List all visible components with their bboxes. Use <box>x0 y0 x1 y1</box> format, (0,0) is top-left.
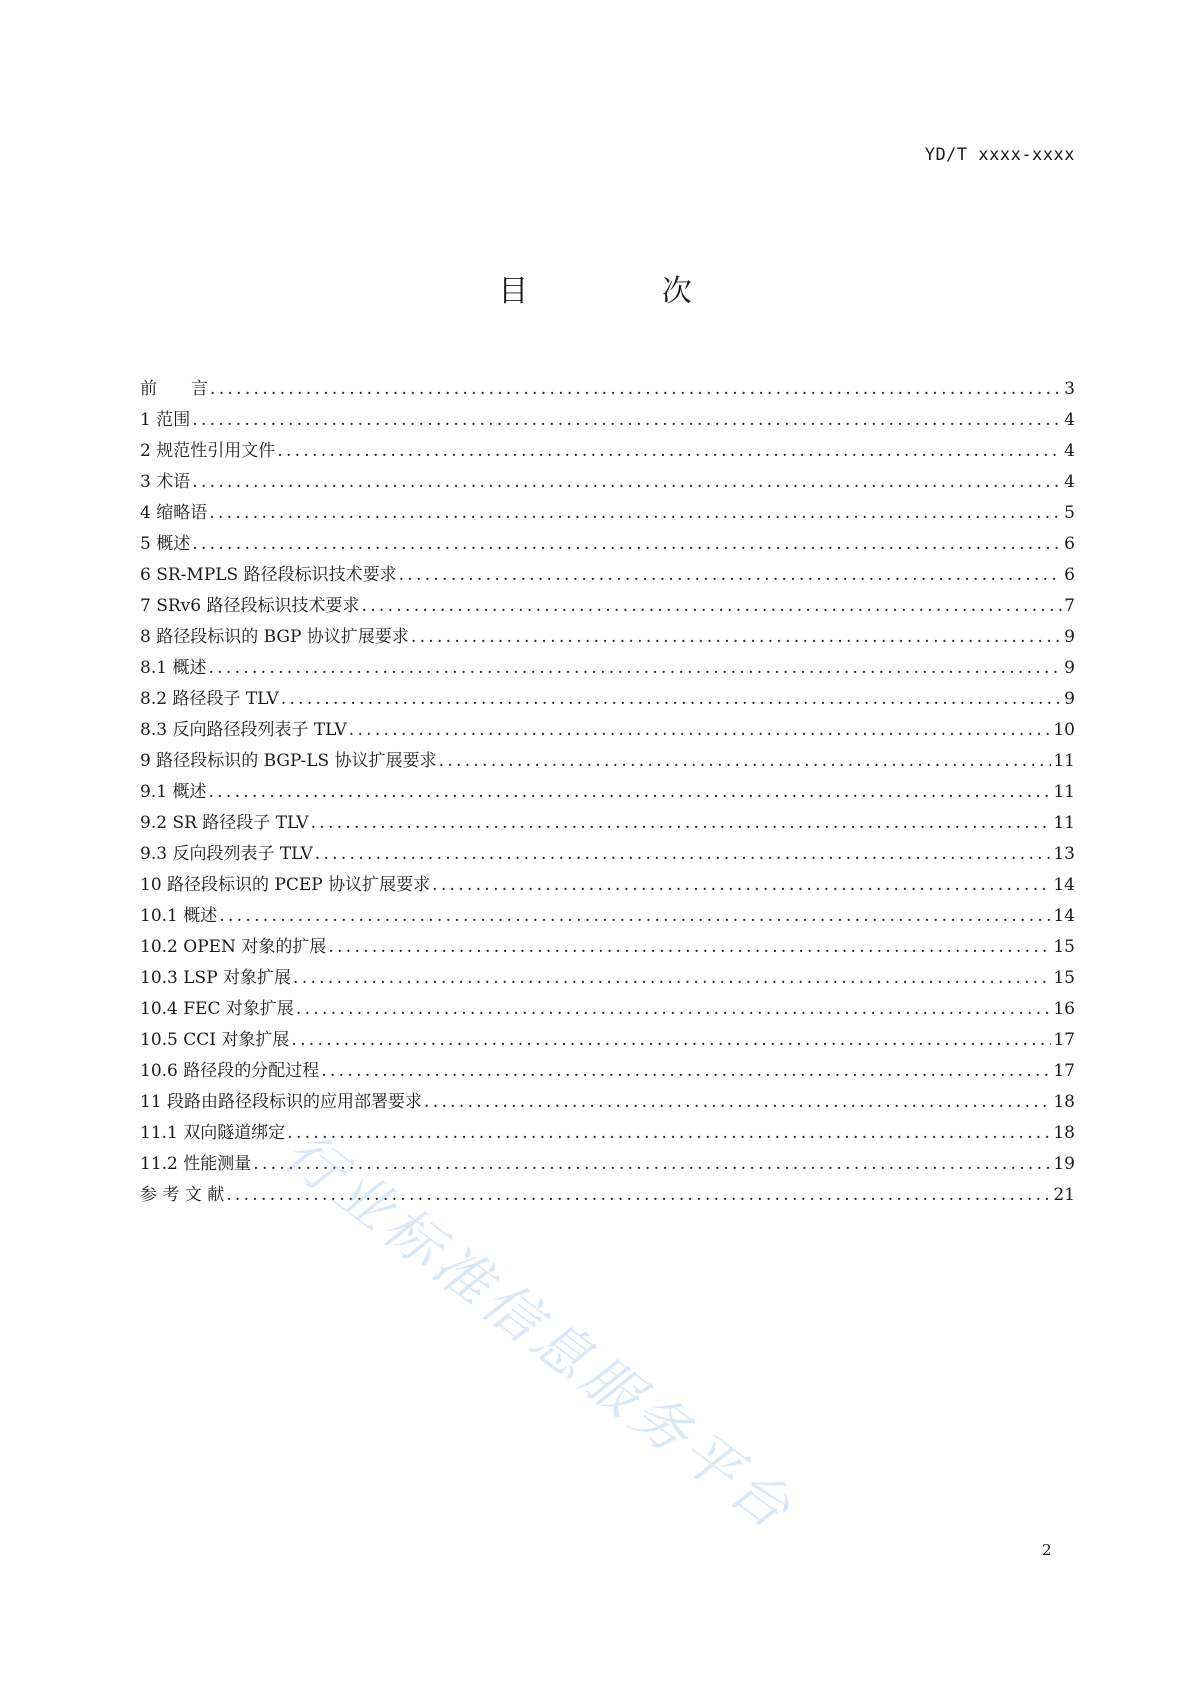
toc-entry-label: 8 路径段标识的 BGP 协议扩展要求 <box>140 627 409 647</box>
toc-entry-page: 4 <box>1064 441 1075 461</box>
toc-entry[interactable] <box>140 1118 1075 1149</box>
toc-entry-page: 17 <box>1053 1030 1075 1050</box>
toc-entry-label: 4 缩略语 <box>140 503 208 523</box>
toc-entry[interactable] <box>140 1056 1075 1087</box>
toc-entry-page: 9 <box>1064 627 1075 647</box>
dot-leader <box>411 627 1062 647</box>
dot-leader <box>192 410 1062 430</box>
dot-leader <box>209 503 1062 523</box>
page-number: 2 <box>1042 1541 1052 1559</box>
toc-entry[interactable] <box>140 405 1075 436</box>
dot-leader <box>291 1030 1051 1050</box>
toc-entry-label: 10.3 LSP 对象扩展 <box>140 968 292 988</box>
toc-entry-page: 6 <box>1064 534 1075 554</box>
toc-entry[interactable] <box>140 870 1075 901</box>
toc-entry[interactable] <box>140 963 1075 994</box>
dot-leader <box>277 441 1062 461</box>
toc-entry-label: 10.6 路径段的分配过程 <box>140 1061 320 1081</box>
standard-code: YD/T xxxx-xxxx <box>924 145 1075 165</box>
dot-leader <box>311 813 1052 833</box>
toc-entry[interactable] <box>140 622 1075 653</box>
toc-entry-page: 7 <box>1064 596 1075 616</box>
toc-entry-label: 7 SRv6 路径段标识技术要求 <box>140 596 360 616</box>
toc-entry-label: 10.5 CCI 对象扩展 <box>140 1030 290 1050</box>
toc-entry-page: 17 <box>1053 1061 1075 1081</box>
toc-entry-label: 前 言 <box>140 379 208 399</box>
toc-entry[interactable] <box>140 715 1075 746</box>
toc-entry[interactable] <box>140 560 1075 591</box>
dot-leader <box>296 999 1051 1019</box>
toc-entry-label: 3 术语 <box>140 472 191 492</box>
toc-entry-page: 18 <box>1053 1123 1075 1143</box>
toc-entry-label: 10 路径段标识的 PCEP 协议扩展要求 <box>140 875 431 895</box>
toc-entry-label: 参 考 文 献 <box>140 1185 225 1205</box>
dot-leader <box>281 689 1062 709</box>
toc-entry-label: 8.2 路径段子 TLV <box>140 689 279 709</box>
toc-entry-page: 15 <box>1053 937 1075 957</box>
toc-entry-label: 8.1 概述 <box>140 658 207 678</box>
toc-entry-label: 5 概述 <box>140 534 191 554</box>
toc-entry-page: 21 <box>1053 1185 1075 1205</box>
toc-entry-label: 10.4 FEC 对象扩展 <box>140 999 294 1019</box>
toc-entry[interactable] <box>140 1087 1075 1118</box>
dot-leader <box>287 1123 1051 1143</box>
toc-entry[interactable] <box>140 932 1075 963</box>
toc-entry-page: 9 <box>1064 689 1075 709</box>
toc-entry[interactable] <box>140 591 1075 622</box>
toc-entry[interactable] <box>140 777 1075 808</box>
toc-entry-page: 3 <box>1064 379 1075 399</box>
toc-entry-label: 10.2 OPEN 对象的扩展 <box>140 937 327 957</box>
toc-entry[interactable] <box>140 994 1075 1025</box>
dot-leader <box>349 720 1052 740</box>
toc-entry[interactable] <box>140 808 1075 839</box>
toc-entry-label: 10.1 概述 <box>140 906 218 926</box>
toc-entry[interactable] <box>140 374 1075 405</box>
toc-entry-page: 19 <box>1053 1154 1075 1174</box>
toc-entry-page: 15 <box>1053 968 1075 988</box>
toc-entry[interactable] <box>140 1149 1075 1180</box>
toc-entry-page: 5 <box>1064 503 1075 523</box>
toc-entry[interactable] <box>140 529 1075 560</box>
toc-entry[interactable] <box>140 436 1075 467</box>
dot-leader <box>432 875 1051 895</box>
dot-leader <box>226 1185 1051 1205</box>
toc-entry-page: 11 <box>1053 751 1075 771</box>
toc-entry-page: 11 <box>1053 782 1075 802</box>
dot-leader <box>439 751 1052 771</box>
toc-entry-label: 9.1 概述 <box>140 782 207 802</box>
toc-entry-page: 6 <box>1064 565 1075 585</box>
dot-leader <box>208 658 1062 678</box>
toc-entry-label: 11.2 性能测量 <box>140 1154 252 1174</box>
dot-leader <box>399 565 1063 585</box>
page-title: 目 次 <box>498 274 754 309</box>
toc-entry-page: 16 <box>1053 999 1075 1019</box>
dot-leader <box>192 534 1062 554</box>
toc-entry[interactable] <box>140 1025 1075 1056</box>
dot-leader <box>253 1154 1051 1174</box>
dot-leader <box>362 596 1063 616</box>
dot-leader <box>293 968 1051 988</box>
toc-entry-label: 2 规范性引用文件 <box>140 441 276 461</box>
toc-entry-label: 9.2 SR 路径段子 TLV <box>140 813 309 833</box>
dot-leader <box>208 782 1051 802</box>
toc-entry-page: 4 <box>1064 472 1075 492</box>
toc-entry-page: 18 <box>1053 1092 1075 1112</box>
toc-entry-page: 10 <box>1053 720 1075 740</box>
watermark: 行业标准信息服务平台 <box>271 1119 806 1545</box>
dot-leader <box>315 844 1052 864</box>
toc-entry-label: 1 范围 <box>140 410 191 430</box>
toc-entry[interactable] <box>140 653 1075 684</box>
toc-entry-page: 14 <box>1053 875 1075 895</box>
toc-entry[interactable] <box>140 746 1075 777</box>
toc-entry-page: 4 <box>1064 410 1075 430</box>
toc-entry[interactable] <box>140 498 1075 529</box>
toc-entry-page: 14 <box>1053 906 1075 926</box>
dot-leader <box>424 1092 1051 1112</box>
toc-entry-label: 8.3 反向路径段列表子 TLV <box>140 720 347 740</box>
toc-entry[interactable] <box>140 467 1075 498</box>
dot-leader <box>192 472 1062 492</box>
toc-entry[interactable] <box>140 901 1075 932</box>
dot-leader <box>328 937 1051 957</box>
toc-entry-label: 11.1 双向隧道绑定 <box>140 1123 286 1143</box>
toc-entry-page: 13 <box>1053 844 1075 864</box>
toc-entry-page: 9 <box>1064 658 1075 678</box>
toc-entry[interactable] <box>140 839 1075 870</box>
toc-entry-label: 6 SR-MPLS 路径段标识技术要求 <box>140 565 397 585</box>
toc-entry-label: 11 段路由路径段标识的应用部署要求 <box>140 1092 423 1112</box>
toc-entry[interactable] <box>140 684 1075 715</box>
toc-entry-page: 11 <box>1053 813 1075 833</box>
dot-leader <box>321 1061 1051 1081</box>
toc-entry[interactable] <box>140 1180 1075 1211</box>
toc-entry-label: 9.3 反向段列表子 TLV <box>140 844 313 864</box>
dot-leader <box>210 379 1062 399</box>
dot-leader <box>219 906 1051 926</box>
toc-entry-label: 9 路径段标识的 BGP-LS 协议扩展要求 <box>140 751 437 771</box>
table-of-contents <box>140 374 1075 1211</box>
